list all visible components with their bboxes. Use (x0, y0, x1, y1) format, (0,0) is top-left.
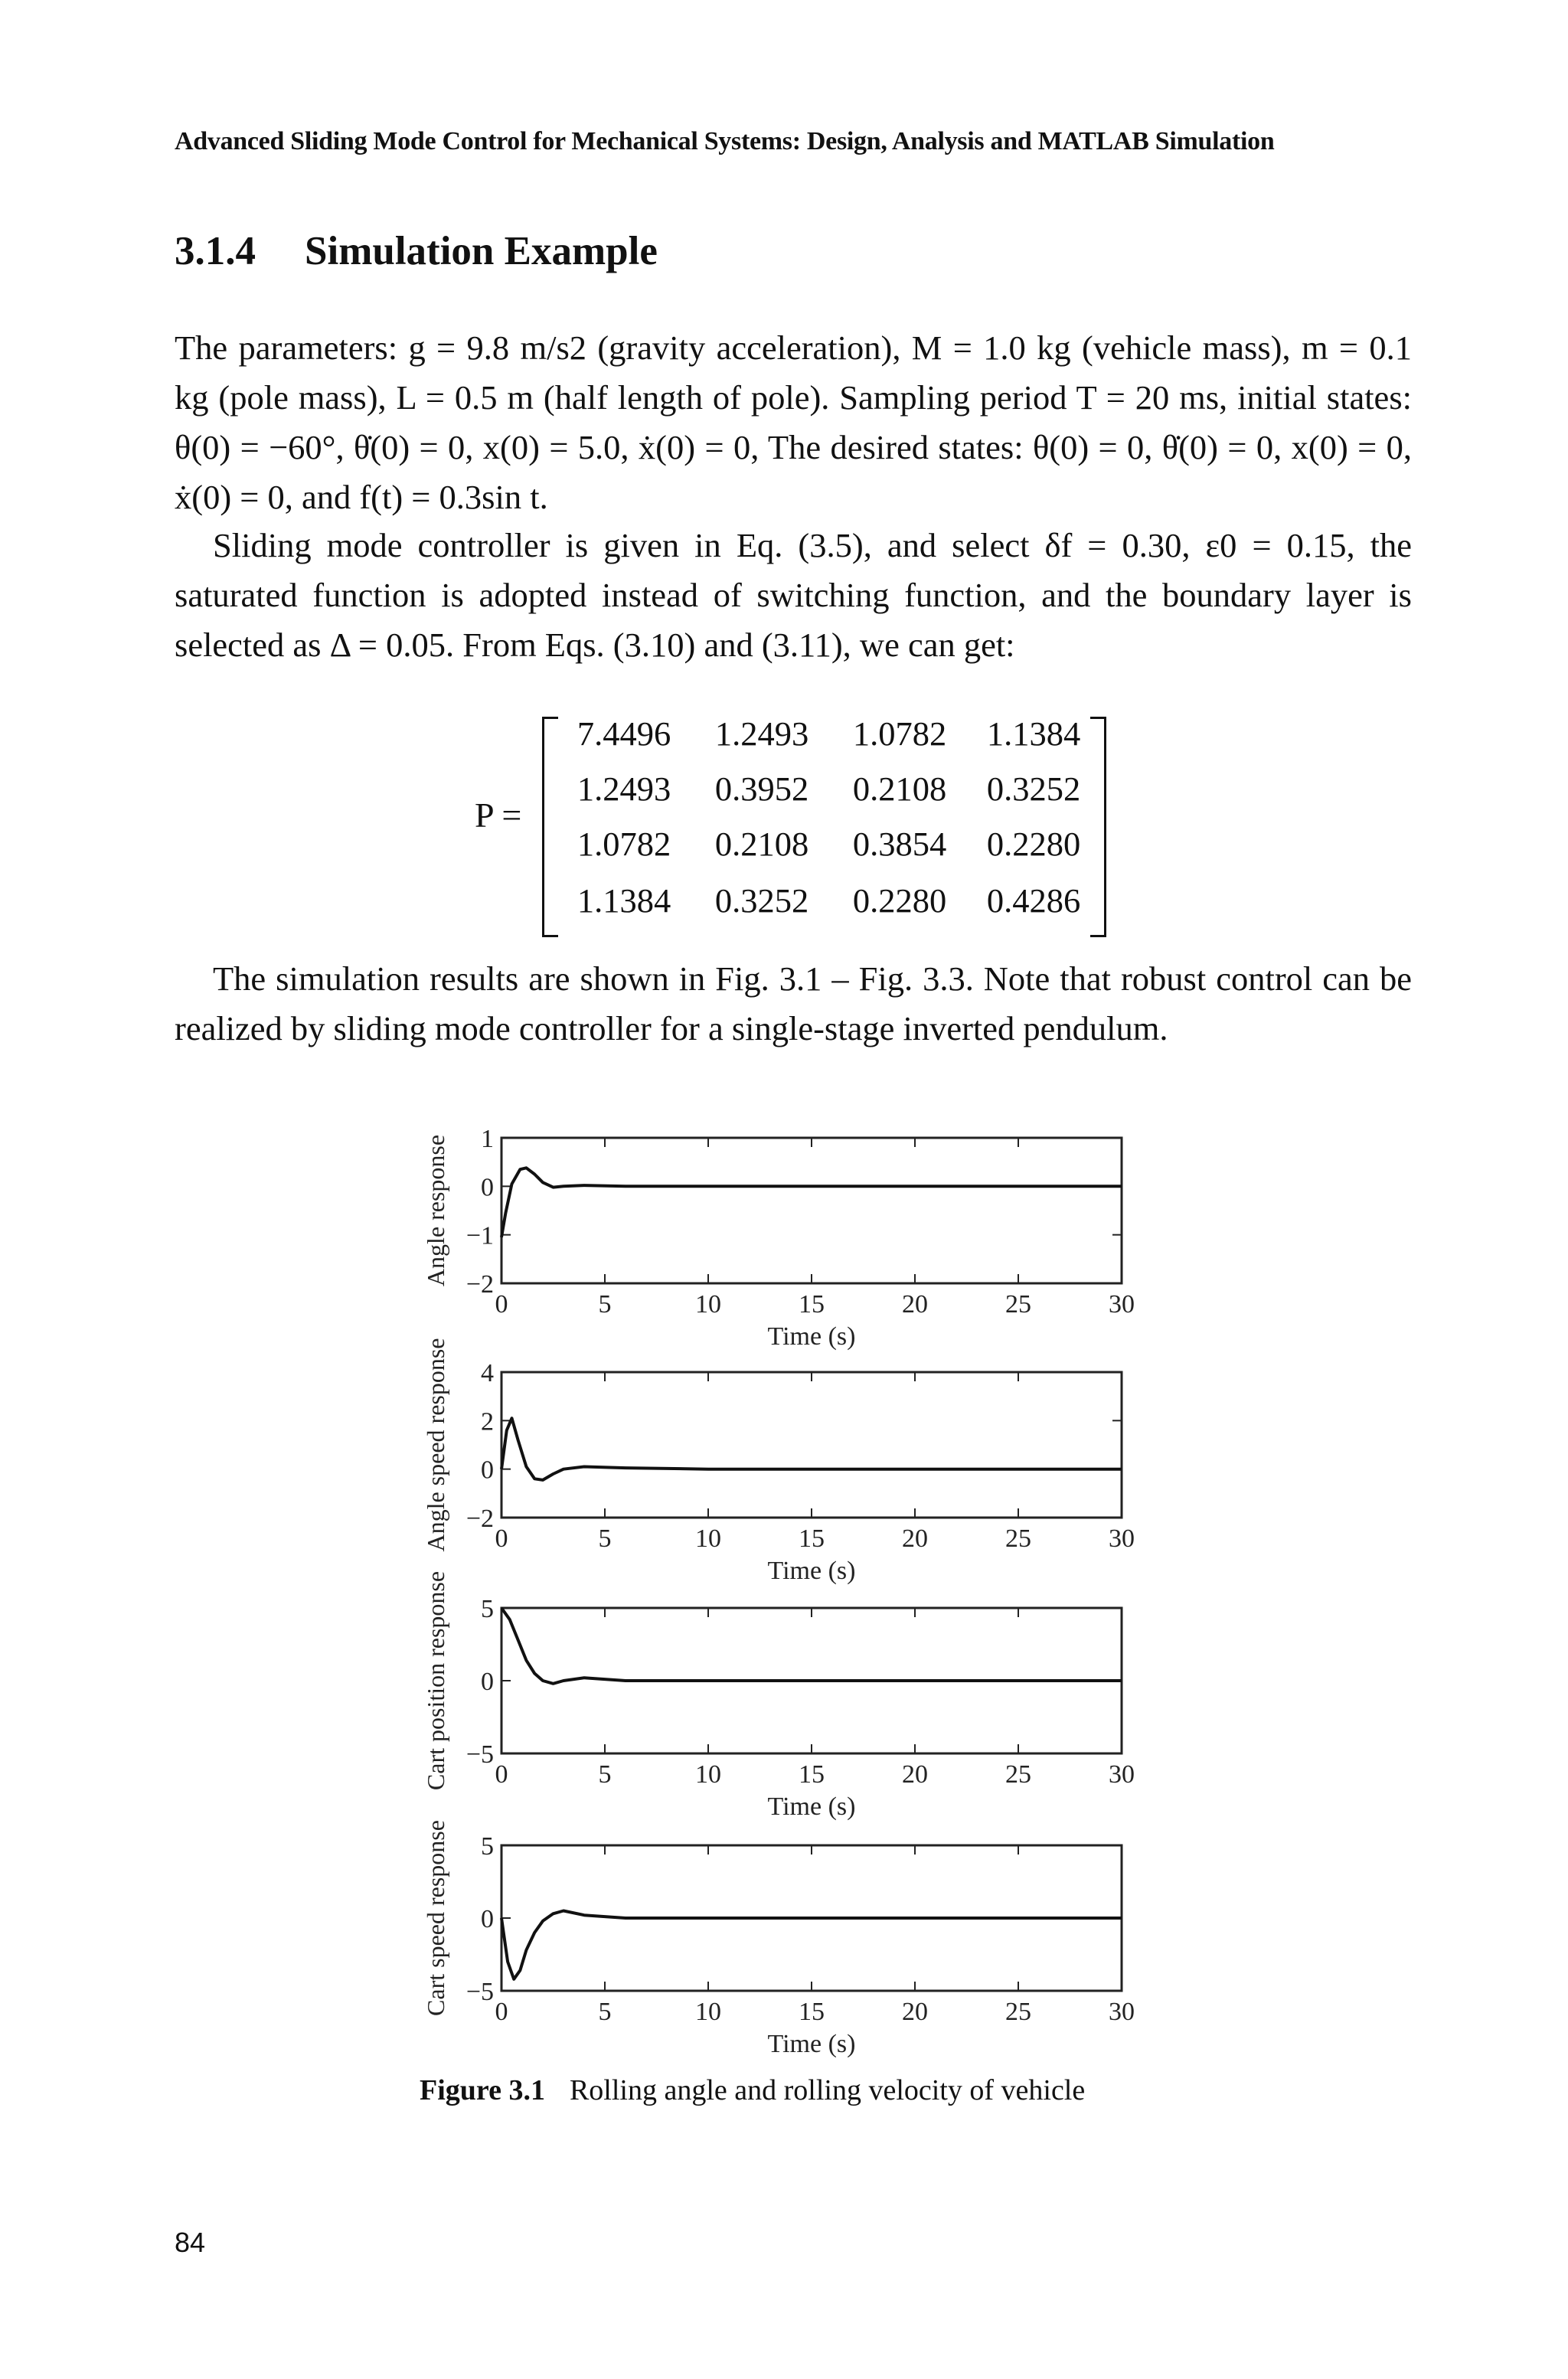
series-line (501, 1911, 1122, 1979)
paragraph-results (175, 954, 1412, 1054)
matrix-cell: 0.4286 (986, 881, 1081, 920)
x-tick-label: 0 (495, 1998, 508, 2026)
x-tick-label: 5 (598, 1290, 612, 1319)
x-tick-label: 0 (495, 1760, 508, 1789)
page-number: 84 (175, 2227, 206, 2258)
paragraph-controller (175, 521, 1412, 670)
x-tick-label: 20 (902, 1760, 928, 1789)
y-axis-label: Cart speed response (422, 1820, 449, 2016)
y-tick-label: 1 (481, 1125, 494, 1153)
matrix-cell: 7.4496 (577, 714, 671, 753)
y-axis-label: Angle response (422, 1134, 449, 1287)
paragraph-results-text: The simulation results are shown in Fig. 3.1 – Fig. 3.3. Note that robust control can be realized by sliding mode controller for a single-stage inverted pendulum. (175, 959, 1412, 1047)
y-tick-label: −5 (466, 1740, 494, 1769)
matrix-left-bracket (542, 717, 558, 937)
x-axis-label: Time (s) (767, 1792, 856, 1821)
x-tick-label: 25 (1005, 1998, 1031, 2026)
x-tick-label: 15 (799, 1524, 825, 1553)
section-number: 3.1.4 (175, 229, 256, 273)
series-line (501, 1608, 1122, 1684)
figure-caption-text: Rolling angle and rolling velocity of vehicle (569, 2074, 1086, 2106)
x-tick-label: 5 (598, 1760, 612, 1789)
paragraph-controller-text: Sliding mode controller is given in Eq. (3.5), and select δf = 0.30, ε0 = 0.15, the saturated function is adopted instead of switching function, and the boundary layer is selected as Δ = 0.05. From Eqs. (3.10) and (3.11), we can get: (175, 526, 1412, 664)
x-tick-label: 25 (1005, 1760, 1031, 1789)
x-tick-label: 20 (902, 1998, 928, 2026)
figure-3-1 (413, 1119, 1179, 2069)
x-tick-label: 15 (799, 1998, 825, 2026)
x-tick-label: 20 (902, 1290, 928, 1319)
matrix-cell: 0.3252 (986, 770, 1081, 808)
y-tick-label: −2 (466, 1270, 494, 1299)
x-tick-label: 25 (1005, 1290, 1031, 1319)
x-tick-label: 15 (799, 1290, 825, 1319)
y-tick-label: 5 (481, 1832, 494, 1861)
x-tick-label: 15 (799, 1760, 825, 1789)
y-axis-label: Cart position response (422, 1570, 449, 1791)
x-tick-label: 5 (598, 1998, 612, 2026)
x-tick-label: 10 (695, 1760, 721, 1789)
y-tick-label: 0 (481, 1905, 494, 1933)
x-tick-label: 30 (1109, 1290, 1135, 1319)
paragraph-parameters-text: The parameters: g = 9.8 m/s2 (gravity acceleration), M = 1.0 kg (vehicle mass), m = 0.1 kg (pole mass), L = 0.5 m (half length of pole). Sampling period T = 20 ms, initial states: θ(0) = −60°, θ̇(0) = 0, x(0) = 5.0, ẋ(0) = 0, The desired states: θ(0) = 0, θ̇(0) = 0, x(0) = 0, ẋ(0) = 0, and f(t) = 0.3sin t. (175, 328, 1412, 516)
figure-caption-label: Figure 3.1 (420, 2074, 545, 2106)
matrix-cell: 1.0782 (577, 825, 671, 863)
matrix-cell: 0.2108 (852, 770, 947, 808)
y-axis-label: Angle speed response (422, 1338, 449, 1552)
x-tick-label: 10 (695, 1998, 721, 2026)
x-axis-label: Time (s) (767, 1557, 856, 1585)
x-tick-label: 25 (1005, 1524, 1031, 1553)
y-tick-label: 4 (481, 1359, 494, 1387)
x-tick-label: 10 (695, 1290, 721, 1319)
matrix-cell: 1.1384 (577, 881, 671, 920)
matrix-label: P = (475, 796, 522, 835)
figure-caption (420, 2073, 1085, 2107)
section-title: Simulation Example (305, 229, 658, 273)
plot-frame (501, 1138, 1122, 1283)
y-tick-label: 0 (481, 1173, 494, 1202)
x-axis-label: Time (s) (767, 2030, 856, 2058)
y-tick-label: 0 (481, 1668, 494, 1696)
x-tick-label: 30 (1109, 1524, 1135, 1553)
paragraph-parameters (175, 323, 1412, 522)
x-tick-label: 30 (1109, 1760, 1135, 1789)
x-tick-label: 0 (495, 1524, 508, 1553)
x-tick-label: 0 (495, 1290, 508, 1319)
section-heading (175, 228, 658, 274)
x-axis-label: Time (s) (767, 1322, 856, 1351)
x-tick-label: 5 (598, 1524, 612, 1553)
y-tick-label: 2 (481, 1407, 494, 1436)
x-tick-label: 20 (902, 1524, 928, 1553)
matrix-cell: 0.3252 (714, 881, 809, 920)
y-tick-label: 5 (481, 1595, 494, 1623)
matrix-cell: 0.2108 (714, 825, 809, 863)
y-tick-label: −5 (466, 1978, 494, 2006)
matrix-cell: 1.2493 (577, 770, 671, 808)
series-line (501, 1168, 1122, 1237)
x-tick-label: 10 (695, 1524, 721, 1553)
y-tick-label: −1 (466, 1221, 494, 1250)
matrix-cell: 0.3854 (852, 825, 947, 863)
matrix-cell: 0.2280 (986, 825, 1081, 863)
matrix-cell: 0.3952 (714, 770, 809, 808)
y-tick-label: 0 (481, 1456, 494, 1485)
plot-frame (501, 1372, 1122, 1518)
matrix-cell: 0.2280 (852, 881, 947, 920)
matrix-cell: 1.1384 (986, 714, 1081, 753)
series-line (501, 1418, 1122, 1480)
y-tick-label: −2 (466, 1505, 494, 1533)
matrix-cell: 1.0782 (852, 714, 947, 753)
running-header: Advanced Sliding Mode Control for Mechanical Systems: Design, Analysis and MATLAB Simulation (175, 127, 1275, 155)
matrix-p (475, 704, 1118, 934)
x-tick-label: 30 (1109, 1998, 1135, 2026)
matrix-cell: 1.2493 (714, 714, 809, 753)
